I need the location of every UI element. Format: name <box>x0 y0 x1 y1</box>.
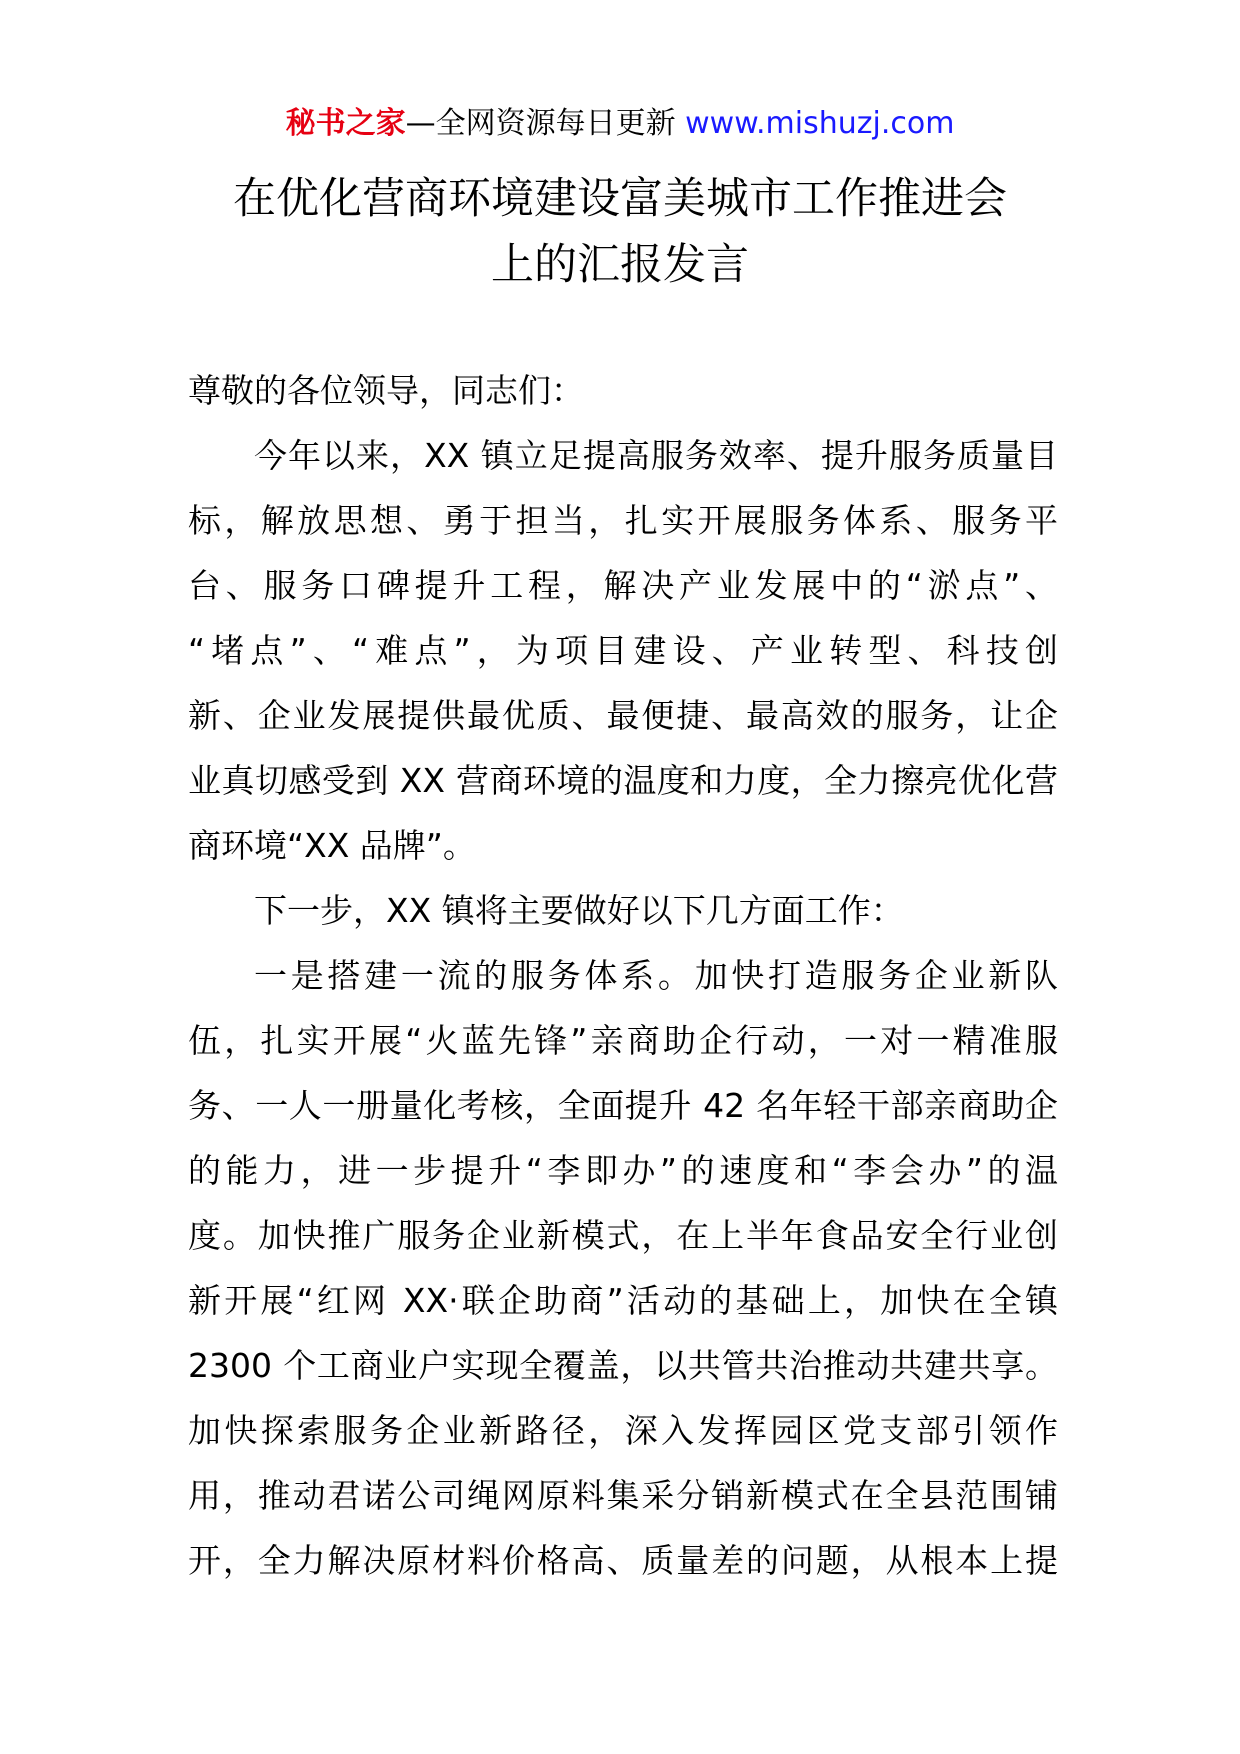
title-line-1: 在优化营商环境建设富美城市工作推进会 <box>233 174 1007 224</box>
body-line: 务、一人一册量化考核，全面提升 42 名年轻干部亲商助企 <box>188 1086 1058 1125</box>
body-line: 下一步，XX 镇将主要做好以下几方面工作： <box>254 891 904 930</box>
site-header <box>0 104 1240 144</box>
body-line: 的能力，进一步提升“李即办”的速度和“李会办”的温 <box>188 1151 1058 1190</box>
body-line: 标，解放思想、勇于担当，扎实开展服务体系、服务平 <box>188 501 1058 540</box>
document-title <box>150 166 1090 298</box>
body-line: 业真切感受到 XX 营商环境的温度和力度，全力擦亮优化营 <box>188 761 1058 800</box>
body-line: 新、企业发展提供最优质、最便捷、最高效的服务，让企 <box>188 696 1058 735</box>
body-line: 台、服务口碑提升工程，解决产业发展中的“淤点”、 <box>188 566 1058 605</box>
body-line: 商环境“XX 品牌”。 <box>188 826 476 865</box>
document-body <box>188 358 1058 1593</box>
body-line: 用，推动君诺公司绳网原料集采分销新模式在全县范围铺 <box>188 1476 1058 1515</box>
title-line-2: 上的汇报发言 <box>491 240 749 290</box>
body-line: 伍，扎实开展“火蓝先锋”亲商助企行动，一对一精准服 <box>188 1021 1058 1060</box>
body-line: 度。加快推广服务企业新模式，在上半年食品安全行业创 <box>188 1216 1058 1255</box>
body-line: 开，全力解决原材料价格高、质量差的问题，从根本上提 <box>188 1541 1058 1580</box>
salutation: 尊敬的各位领导，同志们： <box>188 371 584 410</box>
brand-name: 秘书之家 <box>285 106 406 141</box>
body-line: 今年以来，XX 镇立足提高服务效率、提升服务质量目 <box>254 436 1058 475</box>
site-url-link[interactable]: www.mishuzj.com <box>685 106 955 141</box>
body-line: 加快探索服务企业新路径，深入发挥园区党支部引领作 <box>188 1411 1058 1450</box>
body-line: 新开展“红网 XX·联企助商”活动的基础上，加快在全镇 <box>188 1281 1058 1320</box>
header-tagline: —全网资源每日更新 <box>405 106 676 141</box>
body-line: 2300 个工商业户实现全覆盖，以共管共治推动共建共享。 <box>188 1346 1058 1385</box>
body-line: 一是搭建一流的服务体系。加快打造服务企业新队 <box>254 956 1058 995</box>
body-line: “堵点”、“难点”，为项目建设、产业转型、科技创 <box>188 631 1058 670</box>
